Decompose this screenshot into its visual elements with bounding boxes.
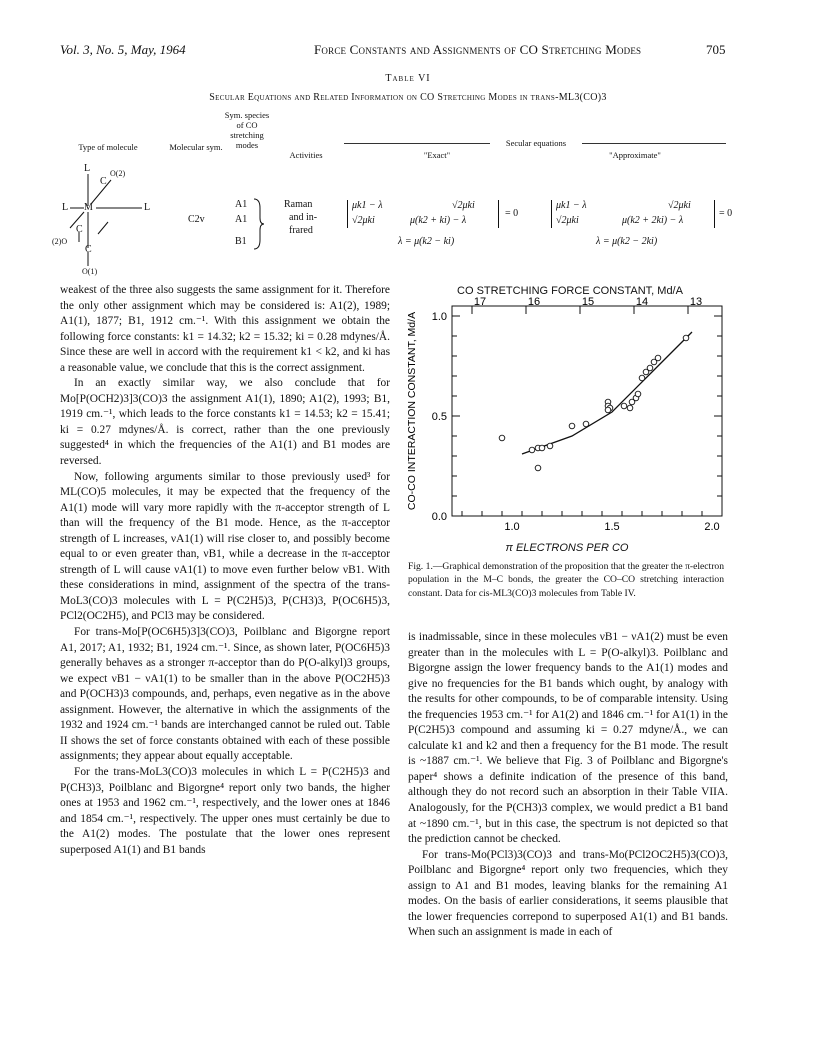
data-point bbox=[547, 443, 553, 449]
paragraph: weakest of the three also suggests the same assignment for it. Therefore the only other assignment which may be considered is: A1(2), 1989; A1(1), 1877; B1, 1912 cm.⁻¹. With this assignment we obtain the following force constants: k1 = 14.32; k2 = 15.32; ki = 0.28 mdynes/Å. Since these are well in accord with the requirement k1 < k2, and ki has a reasonable value, we conclude that this is the correct assignment. bbox=[60, 284, 390, 374]
header-sym-species: Sym. species of CO stretching modes bbox=[224, 110, 270, 150]
exact-det-a12: √2μki bbox=[452, 200, 475, 211]
cell-activity-3: frared bbox=[289, 225, 313, 236]
chart-x-axis-label: π ELECTRONS PER CO bbox=[505, 542, 629, 554]
exact-lambda: λ = μ(k2 − ki) bbox=[398, 236, 455, 247]
figure-1-chart bbox=[402, 296, 736, 544]
data-point bbox=[539, 445, 545, 451]
atom-L-top: L bbox=[84, 163, 91, 174]
trend-line bbox=[522, 332, 692, 454]
y-axis-label: CO-CO INTERACTION CONSTANT, Md/A bbox=[406, 311, 418, 511]
data-point bbox=[639, 375, 645, 381]
header-secular-equations: Secular equations bbox=[490, 138, 582, 148]
data-point bbox=[635, 391, 641, 397]
header-approximate: "Approximate" bbox=[609, 150, 661, 160]
y-tick-label: 1.0 bbox=[431, 311, 447, 323]
approx-det-a22: μ(k2 + 2ki) − λ bbox=[622, 215, 684, 226]
y-tick-label: 0.0 bbox=[431, 511, 447, 523]
atom-L-right: L bbox=[144, 202, 151, 213]
table-title: Secular Equations and Related Information on CO Stretching Modes in trans-ML3(CO)3 bbox=[209, 92, 607, 103]
data-point bbox=[535, 465, 541, 471]
top-tick-label: 13 bbox=[689, 296, 703, 308]
paragraph: For trans-Mo[P(OC6H5)3]3(CO)3, Poilblanc and Bigorgne report A1, 2017; A1, 1932; B1, 1924 cm.⁻¹. Since, as shown later, P(OC6H5)3 generally behaves as a stronger π-acceptor than do P(O-alkyl)3 groups, we expect νB1 − νA1(1) to be smaller than in the above P(OC2H5)3 and P(OCH3)3 compounds, and, perhaps, even negative as in the above assignment. However, the alternative in which the assignments of the 1932 and 1924 cm.⁻¹ bands are interchanged cannot be ruled out. Table II shows the set of force constants obtained with each of these possible assignments; they appear about equally acceptable. bbox=[60, 626, 390, 763]
atom-O2-left: (2)O bbox=[52, 237, 68, 246]
plot-frame bbox=[452, 306, 722, 516]
x-tick-label: 1.5 bbox=[604, 521, 620, 533]
paragraph: Now, following arguments similar to those previously used³ for ML(CO)5 molecules, it may be expected that the frequency of the A1(1) mode will vary more rapidly with the π-acceptor strength of L than will the frequency of the B1 mode. Hence, as the π-acceptor strength of L increases, νA1(1) will rise closer to, and possibly become equal to or even greater than, νB1, while a decrease in the π-acceptor strength of L will cause νA1(1) to move even further below νB1. With these considerations in mind, assignment of the spectra of the trans-MoL3(CO)3 molecules with L = P(C2H5)3, P(CH3)3, P(OC6H5)3, PCl2(OC2H5), and PCl3 may be considered. bbox=[60, 470, 390, 623]
atom-L-left: L bbox=[62, 202, 69, 213]
cell-species-3: B1 bbox=[235, 236, 247, 247]
x-tick-label: 2.0 bbox=[704, 521, 720, 533]
data-point bbox=[655, 355, 661, 361]
data-point bbox=[569, 423, 575, 429]
data-point bbox=[627, 405, 633, 411]
table-number: Table VI bbox=[385, 73, 431, 84]
cell-species-2: A1 bbox=[235, 214, 248, 225]
top-tick-label: 17 bbox=[473, 296, 487, 308]
atom-C-left: C bbox=[76, 224, 83, 235]
data-point bbox=[605, 407, 611, 413]
top-tick-label: 15 bbox=[581, 296, 595, 308]
exact-det-left-bar bbox=[347, 200, 348, 228]
exact-det-equals: = 0 bbox=[505, 208, 519, 219]
atom-C-bottom: C bbox=[85, 244, 92, 255]
data-point bbox=[583, 421, 589, 427]
approx-det-left-bar bbox=[551, 200, 552, 228]
exact-det-a21: √2μki bbox=[352, 215, 375, 226]
exact-det-right-bar bbox=[498, 200, 499, 228]
cell-sym-C2v: C2v bbox=[188, 214, 205, 225]
species-brace bbox=[252, 198, 266, 250]
top-tick-label: 14 bbox=[635, 296, 649, 308]
header-activities: Activities bbox=[289, 150, 323, 160]
right-column bbox=[408, 630, 728, 941]
molecule-structure bbox=[56, 162, 176, 282]
data-point bbox=[647, 365, 653, 371]
data-point bbox=[621, 403, 627, 409]
atom-O1-bottom: O(1) bbox=[82, 267, 98, 276]
paragraph: For the trans-MoL3(CO)3 molecules in which L = P(C2H5)3 and P(CH3)3, Poilblanc and Bigorgne⁴ report only two bands, the higher ones at 1953 and 1962 cm.⁻¹, respectively, and the lower ones at 1846 and 1854 cm.⁻¹, respectively. The upper ones must certainly be due to the A1(2) modes. The postulate that the lower ones represent superposed A1(1) and B1 bands bbox=[60, 765, 390, 856]
page-number: 705 bbox=[706, 42, 726, 57]
header-type-of-molecule: Type of molecule bbox=[78, 142, 138, 152]
top-tick-label: 16 bbox=[527, 296, 541, 308]
approx-det-equals: = 0 bbox=[719, 208, 733, 219]
exact-det-a11: μk1 − λ bbox=[352, 200, 383, 211]
cell-species-1: A1 bbox=[235, 199, 248, 210]
data-point bbox=[529, 447, 535, 453]
approx-det-a11: μk1 − λ bbox=[556, 200, 587, 211]
data-point bbox=[499, 435, 505, 441]
paragraph: is inadmissable, since in these molecules νB1 − νA1(2) must be even greater than in the molecules with L = P(O-alkyl)3. Poilblanc and Bigorgne assign the lower frequency bands to the A1(1) modes and give no frequencies for the B1 bands which ought, by analogy with the results for other compounds, to be of comparable intensity. Using the frequencies 1953 cm.⁻¹ for A1(2) and 1846 cm.⁻¹ for A1(1) in the P(C2H5)3 compound and assuming ki = 0.27 mdyne/Å., we can calculate k1 and k2 and then a frequency for the B1 mode. The result is ~1887 cm.⁻¹. We believe that Fig. 3 of Poilblanc and Bigorgne's paper⁴ shows a definite indication of the presence of this band, although they do not record such an absorption in their Table VIIA. Analogously, for the P(CH3)3 complex, we would predict a B1 band at ~1890 cm.⁻¹, but in this case, the spectrum is not depicted so that the prediction cannot be checked. bbox=[408, 631, 728, 846]
header-molecular-sym: Molecular sym. bbox=[169, 142, 223, 152]
approx-det-a21: √2μki bbox=[556, 215, 579, 226]
y-tick-label: 0.5 bbox=[431, 411, 447, 423]
approx-det-a12: √2μki bbox=[668, 200, 691, 211]
journal-issue: Vol. 3, No. 5, May, 1964 bbox=[60, 42, 186, 57]
figure-caption: Fig. 1.—Graphical demonstration of the proposition that the greater the π-electron population in the M–C bonds, the greater the CO–CO stretching interaction constant. Data for cis-ML3(CO)3 molecules from Table IV. bbox=[408, 561, 724, 599]
atom-O2-top: O(2) bbox=[110, 169, 126, 178]
approx-det-right-bar bbox=[714, 200, 715, 228]
x-tick-label: 1.0 bbox=[504, 521, 520, 533]
data-point bbox=[683, 335, 689, 341]
paragraph: In an exactly similar way, we also conclude that for Mo[P(OCH2)3]3(CO)3 the assignment A1(1), 1890; A1(2), 1993; B1, 1919 cm.⁻¹, which leads to the force constants k1 = 14.53; k2 = 15.41; ki = 0.27 mdynes/Å. is correct, rather than the one previously suggested⁴ in which the frequencies of the A1(1) and B1 modes are reversed. bbox=[60, 377, 390, 468]
running-title: Force Constants and Assignments of CO Stretching Modes bbox=[314, 42, 642, 57]
atom-M: M bbox=[84, 202, 93, 213]
atom-C-top: C bbox=[100, 176, 107, 187]
header-exact: "Exact" bbox=[423, 150, 451, 160]
exact-det-a22: μ(k2 + ki) − λ bbox=[410, 215, 467, 226]
paragraph: For trans-Mo(PCl3)3(CO)3 and trans-Mo(PCl2OC2H5)3(CO)3, Poilblanc and Bigorgne⁴ report only two frequencies, which they assign to A1 and B1 modes, leaving blanks for the remaining A1 modes. On the basis of earlier considerations, it seems plausible that the lower frequencies correpond to superposed A1(1) and B1 bands. When such an assignment is made in each of bbox=[408, 848, 728, 939]
approx-lambda: λ = μ(k2 − 2ki) bbox=[596, 236, 658, 247]
cell-activity-2: and in- bbox=[289, 212, 318, 223]
chart-title: CO STRETCHING FORCE CONSTANT, Md/A bbox=[457, 285, 683, 297]
cell-activity-1: Raman bbox=[284, 199, 313, 210]
left-column bbox=[60, 283, 390, 858]
